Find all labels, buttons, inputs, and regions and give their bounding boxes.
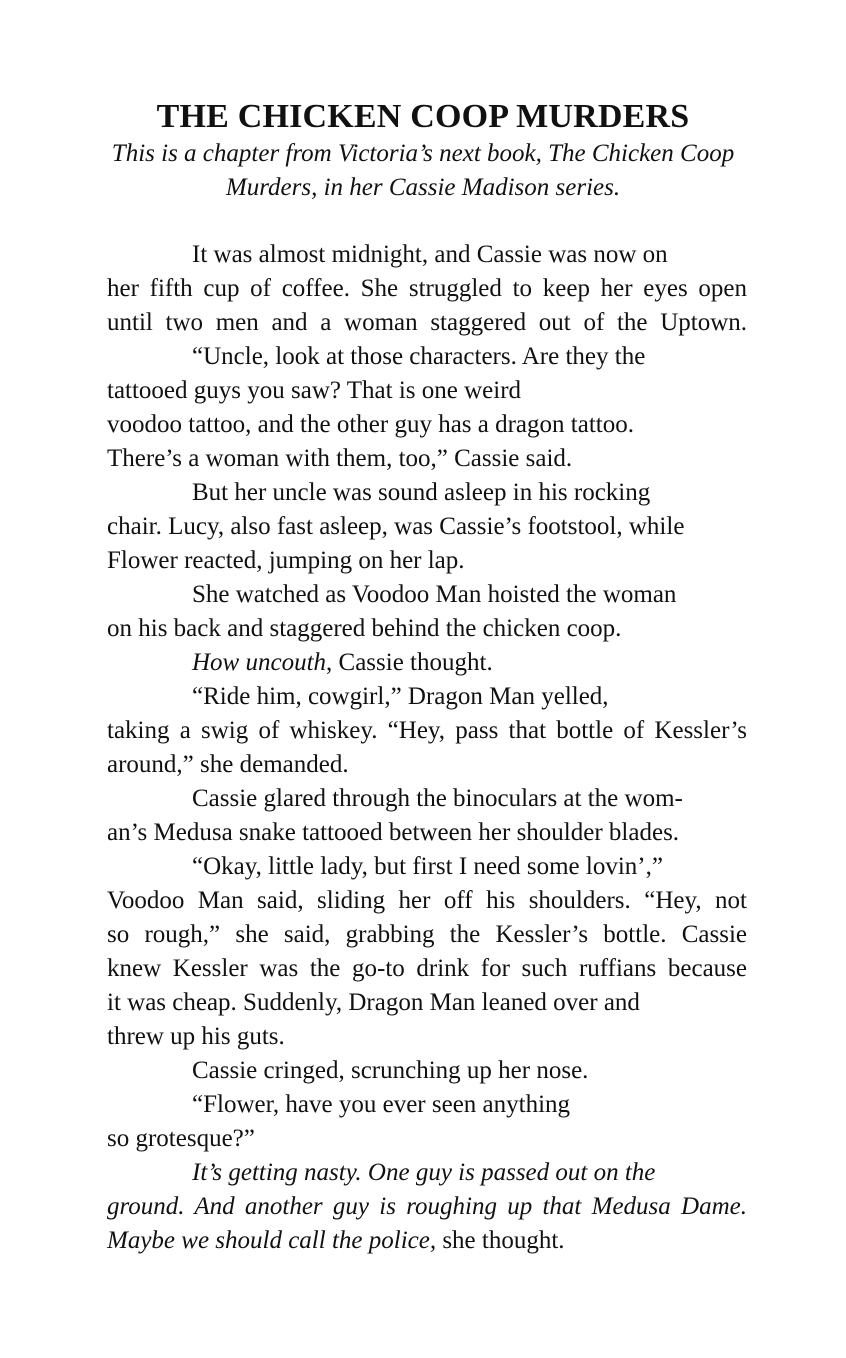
text-segment: “Ride him, cowgirl,” Dragon Man yelled, (192, 683, 609, 710)
text-segment: she thought. (436, 1227, 565, 1254)
text-segment: taking a swig of whiskey. “Hey, pass that bottle of Kessler’s (107, 717, 747, 744)
text-segment: knew Kessler was the go-to drink for such ruffians because (107, 955, 747, 982)
text-segment: tattooed guys you saw? That is one weird (107, 377, 522, 404)
chapter-body (107, 238, 747, 1258)
text-line (107, 374, 747, 408)
text-line (107, 408, 747, 442)
italic-text-segment: It’s getting nasty. One guy is passed out on the (192, 1159, 656, 1186)
text-line (107, 442, 747, 476)
text-line (107, 238, 747, 272)
chapter-subtitle (100, 137, 746, 205)
italic-text-segment: Maybe we should call the police, (107, 1227, 437, 1254)
text-line (107, 1088, 747, 1122)
text-line (107, 646, 747, 680)
text-line (107, 578, 747, 612)
text-line (107, 680, 747, 714)
text-segment: so grotesque?” (107, 1125, 255, 1152)
text-segment: , Cassie thought. (326, 649, 493, 676)
text-segment: until two men and a woman staggered out of the Uptown. (107, 309, 747, 336)
text-segment: “Flower, have you ever seen anything (192, 1091, 571, 1118)
subtitle-line: This is a chapter from Victoria’s next book, The Chicken Coop (111, 140, 735, 167)
italic-text-segment: ground. And another guy is roughing up that Medusa Dame. (107, 1193, 747, 1220)
text-segment: It was almost midnight, and Cassie was now on (192, 241, 668, 268)
text-segment: Voodoo Man said, sliding her off his shoulders. “Hey, not (107, 887, 747, 914)
text-line (107, 340, 747, 374)
text-line (107, 510, 747, 544)
text-line (107, 544, 747, 578)
text-line (107, 1020, 747, 1054)
text-line (107, 986, 747, 1020)
text-segment: it was cheap. Suddenly, Dragon Man leaned over and (107, 989, 640, 1016)
text-line (107, 306, 747, 340)
italic-text-segment: How uncouth (192, 649, 327, 676)
text-line (107, 714, 747, 748)
chapter-title: THE CHICKEN COOP MURDERS (156, 98, 690, 135)
text-segment: Cassie cringed, scrunching up her nose. (192, 1057, 589, 1084)
text-line (107, 1190, 747, 1224)
text-segment: an’s Medusa snake tattooed between her shoulder blades. (107, 819, 680, 846)
text-line (107, 884, 747, 918)
text-line (107, 612, 747, 646)
text-line (107, 850, 747, 884)
text-segment: so rough,” she said, grabbing the Kessler’s bottle. Cassie (107, 921, 747, 948)
text-segment: chair. Lucy, also fast asleep, was Cassie’s footstool, while (107, 513, 685, 540)
text-line (107, 748, 747, 782)
subtitle-line: Murders, in her Cassie Madison series. (225, 174, 621, 201)
text-segment: her fifth cup of coffee. She struggled to keep her eyes open (107, 275, 747, 302)
text-line (107, 1122, 747, 1156)
text-line (107, 816, 747, 850)
text-line (107, 918, 747, 952)
text-segment: threw up his guts. (107, 1023, 285, 1050)
text-line (107, 952, 747, 986)
text-segment: voodoo tattoo, and the other guy has a dragon tattoo. (107, 411, 634, 438)
text-segment: But her uncle was sound asleep in his rocking (192, 479, 651, 506)
text-line (107, 1156, 747, 1190)
text-line (107, 782, 747, 816)
text-segment: “Uncle, look at those characters. Are they the (192, 343, 646, 370)
text-segment: around,” she demanded. (107, 751, 349, 778)
text-line (107, 272, 747, 306)
text-segment: “Okay, little lady, but first I need some lovin’,” (192, 853, 663, 880)
text-line (107, 476, 747, 510)
text-line (107, 1054, 747, 1088)
text-line (107, 1224, 747, 1258)
text-segment: Flower reacted, jumping on her lap. (107, 547, 465, 574)
text-segment: Cassie glared through the binoculars at the wom- (192, 785, 683, 812)
text-segment: There’s a woman with them, too,” Cassie said. (107, 445, 573, 472)
text-segment: on his back and staggered behind the chicken coop. (107, 615, 622, 642)
text-segment: She watched as Voodoo Man hoisted the woman (192, 581, 677, 608)
